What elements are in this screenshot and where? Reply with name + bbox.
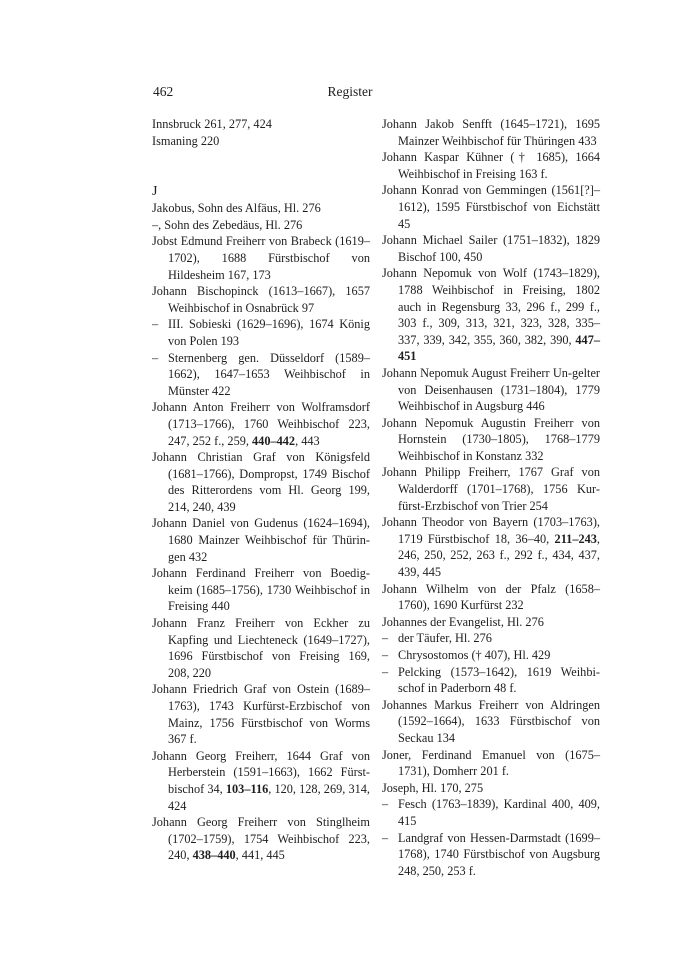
entry-text: Johann Jakob Senfft (1645–1721), 1695 Mainzer Weihbischof für Thüringen 433: [382, 117, 600, 148]
entry-text: Johann Kaspar Kühner († 1685), 1664 Weihbischof in Freising 163 f.: [382, 150, 600, 181]
entry-text: Jakobus, Sohn des Alfäus, Hl. 276: [152, 201, 321, 216]
page-number: 462: [153, 84, 174, 99]
entry-text: Johann Philipp Freiherr, 1767 Graf von Walderdorff (1701–1768), 1756 Kur-fürst-Erzbischof von Trier 254: [382, 465, 600, 513]
index-column-left: [152, 116, 370, 864]
index-entry: [152, 200, 370, 217]
entry-text: , 246, 250, 252, 263 f., 292 f., 434, 437, 439, 445: [398, 531, 600, 580]
index-entry: [152, 449, 370, 515]
entry-text: Fesch (1763–1839), Kardinal 400, 409, 415: [398, 797, 600, 828]
entry-text: Landgraf von Hessen-Darmstadt (1699–1768), 1740 Fürstbischof von Augsburg 248, 250, 253 f.: [398, 830, 600, 878]
entry-text: der Täufer, Hl. 276: [398, 631, 492, 646]
index-entry: [382, 116, 600, 149]
index-subentry: [382, 664, 600, 697]
entry-text: Johann Theodor von Bayern (1703–1763), 1719 Fürstbischof 18, 36–40,: [382, 515, 600, 546]
entry-text: Johann Christian Graf von Königsfeld (1681–1766), Dompropst, 1749 Bischof des Ritterordens vom Hl. Georg 199, 214, 240, 439: [152, 450, 370, 514]
entry-text: III. Sobieski (1629–1696), 1674 König von Polen 193: [168, 317, 370, 348]
index-entry: [382, 697, 600, 747]
subentry-dash: –: [382, 648, 389, 662]
index-subentry: [382, 796, 600, 829]
subentry-dash: –: [382, 664, 389, 679]
entry-text: –, Sohn des Zebedäus, Hl. 276: [152, 217, 303, 232]
entry-text: , 120, 128, 269, 314, 424: [168, 781, 370, 813]
subentry-dash: –: [152, 350, 159, 365]
subentry-dash: –: [152, 317, 159, 332]
page-reference-main: 447–451: [398, 332, 600, 364]
entry-text: Johann Anton Freiherr von Wolframsdorf (1713–1766), 1760 Weihbischof 223, 247, 252 f., 259,: [152, 400, 370, 448]
entry-text: Chrysostomos († 407), Hl. 429: [398, 648, 551, 662]
index-entry: [382, 182, 600, 232]
entry-text: Johannes der Evangelist, Hl. 276: [382, 614, 544, 629]
index-subentry: [382, 647, 600, 664]
index-entry: Innsbruck 261, 277, 424: [152, 117, 272, 131]
entry-text: Johann Franz Freiherr von Eckher zu Kapfing und Liechteneck (1649–1727), 1696 Fürstbischof von Freising 169, 208, 220: [152, 616, 370, 680]
index-entry: [382, 415, 600, 465]
index-entry: [152, 515, 370, 565]
entry-text: Johann Nepomuk von Wolf (1743–1829), 1788 Weihbischof in Freising, 1802 auch in Regensburg 33, 296 f., 299 f., 303 f., 309, 313, 321, 323, 328, 335–337, 339, 342, 355, 360, 382, 390,: [382, 266, 600, 347]
entry-text: Johann Daniel von Gudenus (1624–1694), 1680 Mainzer Weihbischof für Thürin-gen 432: [152, 516, 370, 564]
entry-text: Johann Michael Sailer (1751–1832), 1829 Bischof 100, 450: [382, 233, 600, 264]
entry-text: Johann Bischopinck (1613–1667), 1657 Weihbischof in Osnabrück 97: [152, 284, 370, 315]
entry-text: Johann Nepomuk Augustin Freiherr von Hornstein (1730–1805), 1768–1779 Weihbischof in Konstanz 332: [382, 415, 600, 463]
index-entry: [382, 614, 600, 631]
page-reference-main: 103–116: [225, 781, 269, 796]
index-entry: [152, 748, 370, 814]
entry-text: Johann Wilhelm von der Pfalz (1658–1760), 1690 Kurfürst 232: [382, 581, 600, 613]
index-entry: [152, 814, 370, 864]
entry-text: Johann Georg Freiherr von Stinglheim (1702–1759), 1754 Weihbischof 223, 240,: [152, 815, 370, 863]
index-entry: [152, 681, 370, 747]
index-entry: [152, 233, 370, 283]
page-reference-main: 440–442: [252, 433, 296, 448]
index-entry: [152, 565, 370, 615]
entry-list-left: [152, 200, 370, 864]
subentry-dash: –: [382, 631, 389, 646]
entry-text: Joner, Ferdinand Emanuel von (1675–1731), Domherr 201 f.: [382, 747, 600, 779]
index-column-right: [382, 116, 600, 879]
entry-text: Jobst Edmund Freiherr von Brabeck (1619–1702), 1688 Fürstbischof von Hildesheim 167, 173: [152, 234, 370, 282]
running-head: Register: [327, 84, 373, 99]
entry-text: Johann Friedrich Graf von Ostein (1689–1763), 1743 Kurfürst-Erzbischof von Mainz, 1756 Fürstbischof von Worms 367 f.: [152, 682, 370, 747]
index-entry: [382, 149, 600, 182]
entry-text: Sternenberg gen. Düsseldorf (1589–1662), 1647–1653 Weihbischof in Münster 422: [168, 350, 370, 398]
index-entry: Ismaning 220: [152, 133, 220, 148]
subentry-dash: –: [382, 797, 389, 812]
page-reference-main: 438–440: [192, 848, 236, 863]
index-subentry: [382, 630, 600, 647]
entry-list-right: [382, 116, 600, 879]
entry-text: Johann Nepomuk August Freiherr Un-gelter von Deisenhausen (1731–1804), 1779 Weihbischof in Augsburg 446: [382, 365, 600, 414]
index-subentry: [152, 350, 370, 400]
entry-text: , 443: [295, 433, 320, 448]
index-entry: [382, 747, 600, 780]
index-entry: [382, 232, 600, 265]
subentry-dash: –: [382, 830, 389, 845]
letter-heading: J: [152, 184, 158, 200]
index-entry: [152, 615, 370, 681]
index-subentry: [152, 316, 370, 349]
entry-text: Johann Ferdinand Freiherr von Boedig-keim (1685–1756), 1730 Weihbischof in Freising 440: [152, 566, 370, 614]
index-entry: [382, 265, 600, 365]
entry-text: , 441, 445: [235, 848, 285, 863]
index-entry: [152, 283, 370, 316]
entry-text: Johann Georg Freiherr, 1644 Graf von Herberstein (1591–1663), 1662 Fürst-bischof 34,: [152, 748, 370, 796]
index-entry: [152, 217, 370, 234]
entry-text: Johann Konrad von Gemmingen (1561[?]–1612), 1595 Fürstbischof von Eichstätt 45: [382, 183, 600, 231]
index-subentry: [382, 830, 600, 880]
entry-text: Pelcking (1573–1642), 1619 Weihbi-schof in Paderborn 48 f.: [398, 664, 600, 696]
index-entry: [382, 464, 600, 514]
entry-text: Johannes Markus Freiherr von Aldringen (1592–1664), 1633 Fürstbischof von Seckau 134: [382, 697, 600, 745]
index-entry: [152, 399, 370, 449]
page-reference-main: 211–243: [554, 531, 597, 546]
entry-text: Joseph, Hl. 170, 275: [382, 780, 484, 795]
index-entry: [382, 365, 600, 415]
index-entry: [382, 514, 600, 580]
index-entry: [382, 780, 600, 797]
index-entry: [382, 581, 600, 614]
